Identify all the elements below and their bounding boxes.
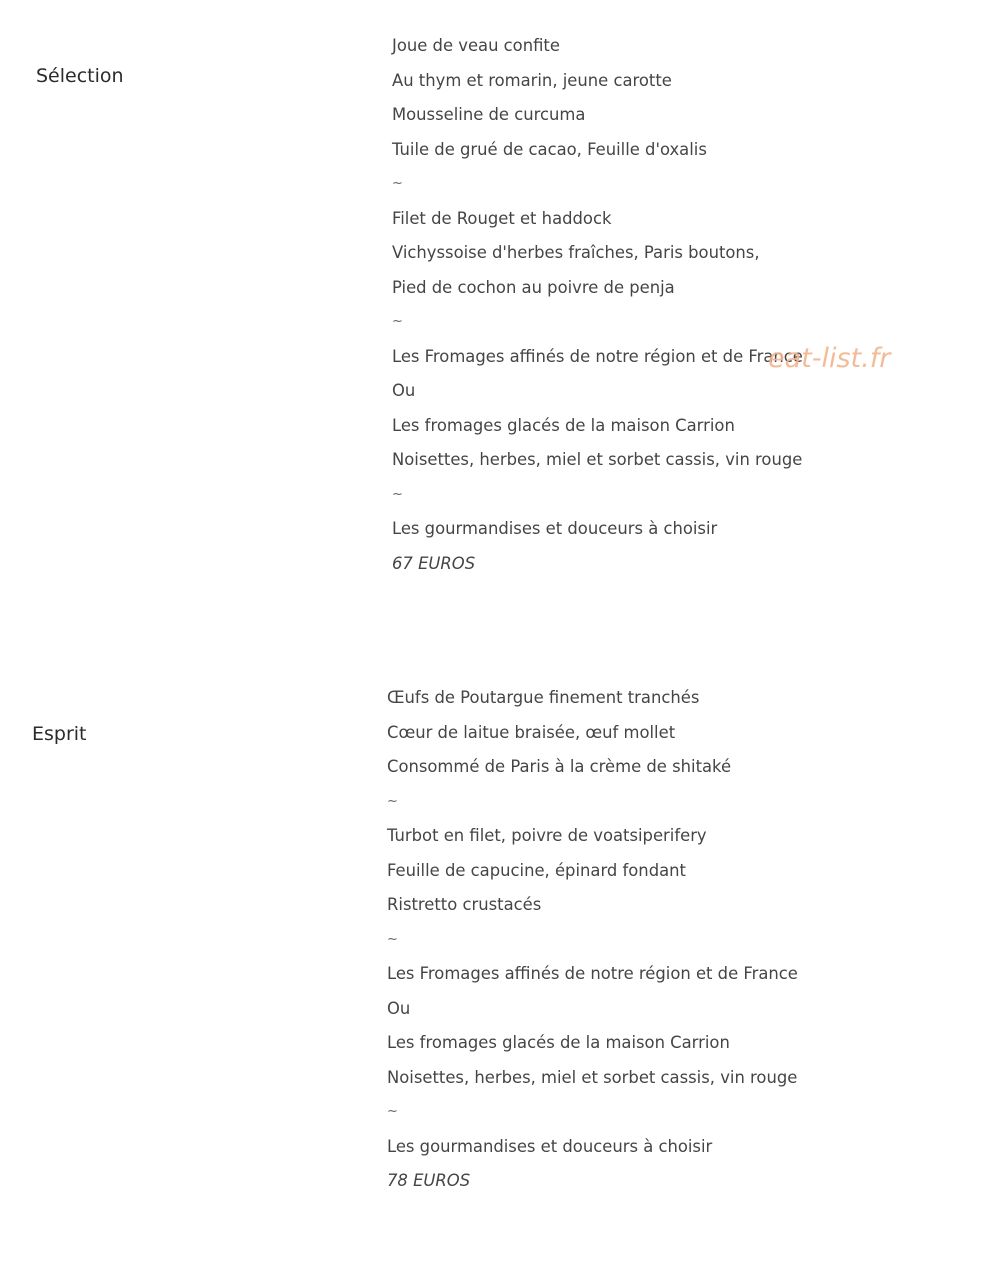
menu-line: Consommé de Paris à la crème de shitaké xyxy=(387,757,732,776)
menu-line: Ou xyxy=(387,998,411,1018)
menu-line: Pied de cochon au poivre de penja xyxy=(392,277,675,297)
menu-line: Les Fromages affinés de notre région et de France xyxy=(387,964,798,983)
menu-line: Joue de veau confite xyxy=(392,36,560,55)
menu-title: Esprit xyxy=(32,723,87,745)
menu-line: Tuile de grué de cacao, Feuille d'oxalis xyxy=(392,139,707,159)
course-separator: ~ xyxy=(392,176,403,191)
menu-line: Œufs de Poutargue finement tranchés xyxy=(387,688,700,707)
course-separator: ~ xyxy=(392,314,403,329)
course-separator: ~ xyxy=(387,793,398,809)
course-separator: ~ xyxy=(392,486,403,502)
watermark: eat-list.fr xyxy=(768,343,891,374)
menu-lines xyxy=(392,34,803,582)
menu-line: Mousseline de curcuma xyxy=(392,105,586,124)
menu-price: 67 EUROS xyxy=(392,553,476,573)
menu-line: Filet de Rouget et haddock xyxy=(392,208,612,228)
menu-line: Les gourmandises et douceurs à choisir xyxy=(387,1136,713,1156)
menu-title: Sélection xyxy=(36,65,124,87)
menu-line: Cœur de laitue braisée, œuf mollet xyxy=(387,722,676,742)
course-separator: ~ xyxy=(387,1104,398,1119)
menu-line: Ou xyxy=(392,381,416,400)
menu-line: Noisettes, herbes, miel et sorbet cassis, vin rouge xyxy=(392,450,803,469)
menu-line: Feuille de capucine, épinard fondant xyxy=(387,860,686,880)
menu-price: 78 EUROS xyxy=(387,1171,471,1190)
menu-line: Les fromages glacés de la maison Carrion xyxy=(387,1033,730,1052)
menu-line: Les fromages glacés de la maison Carrion xyxy=(392,415,735,435)
menu-line: Ristretto crustacés xyxy=(387,895,542,914)
menu-line: Noisettes, herbes, miel et sorbet cassis, vin rouge xyxy=(387,1067,798,1087)
menu-lines xyxy=(387,686,798,1199)
menu-line: Les gourmandises et douceurs à choisir xyxy=(392,519,718,538)
menu-line: Vichyssoise d'herbes fraîches, Paris boutons, xyxy=(392,243,760,262)
menu-line: Turbot en filet, poivre de voatsiperifery xyxy=(387,826,707,845)
menu-line: Les Fromages affinés de notre région et de France xyxy=(392,346,803,366)
course-separator: ~ xyxy=(387,931,398,947)
menu-line: Au thym et romarin, jeune carotte xyxy=(392,70,672,90)
